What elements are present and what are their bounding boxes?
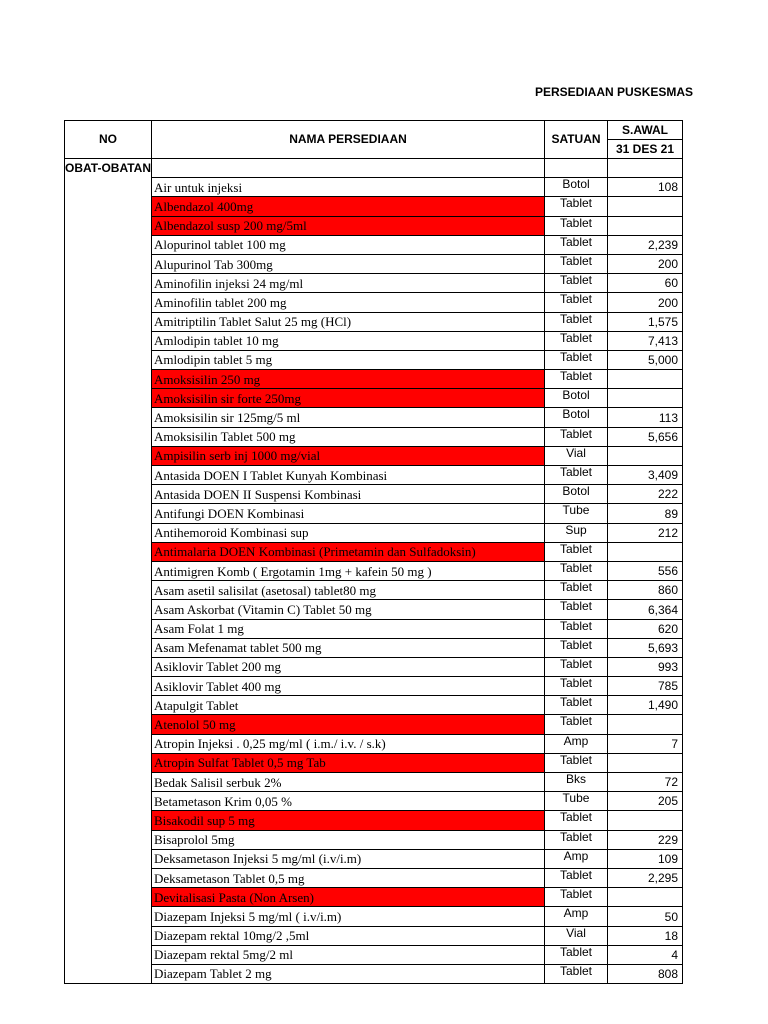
item-name-cell: Asam Askorbat (Vitamin C) Tablet 50 mg	[152, 600, 545, 619]
item-name-cell: Devitalisasi Pasta (Non Arsen)	[152, 888, 545, 907]
item-name-cell: Antimigren Komb ( Ergotamin 1mg + kafein 50 mg )	[152, 561, 545, 580]
row-no-cell	[65, 773, 152, 792]
row-no-cell	[65, 178, 152, 197]
table-row	[65, 657, 683, 676]
section-row	[65, 159, 683, 178]
row-no-cell	[65, 312, 152, 331]
table-row	[65, 331, 683, 350]
row-no-cell	[65, 427, 152, 446]
item-unit-cell: Tablet	[545, 312, 608, 331]
item-unit-cell: Tube	[545, 504, 608, 523]
item-unit-cell: Amp	[545, 907, 608, 926]
inventory-table	[64, 120, 683, 984]
item-unit-cell: Tablet	[545, 561, 608, 580]
item-qty-cell: 60	[608, 274, 683, 293]
item-unit-cell: Tablet	[545, 581, 608, 600]
row-no-cell	[65, 811, 152, 830]
item-qty-cell: 50	[608, 907, 683, 926]
item-unit-cell: Tablet	[545, 542, 608, 561]
row-no-cell	[65, 600, 152, 619]
row-no-cell	[65, 216, 152, 235]
section-spacer-satuan	[545, 159, 608, 178]
row-no-cell	[65, 581, 152, 600]
sheet-title: PERSEDIAAN PUSKESMAS	[535, 85, 694, 99]
table-row	[65, 773, 683, 792]
item-name-cell: Antasida DOEN I Tablet Kunyah Kombinasi	[152, 466, 545, 485]
item-unit-cell: Tablet	[545, 350, 608, 369]
item-qty-cell: 229	[608, 830, 683, 849]
row-no-cell	[65, 485, 152, 504]
table-row	[65, 370, 683, 389]
table-row	[65, 926, 683, 945]
header-saldo-awal: S.AWAL	[608, 121, 683, 140]
item-qty-cell: 5,656	[608, 427, 683, 446]
item-name-cell: Albendazol susp 200 mg/5ml	[152, 216, 545, 235]
row-no-cell	[65, 657, 152, 676]
item-qty-cell	[608, 389, 683, 408]
item-qty-cell: 6,364	[608, 600, 683, 619]
header-row-1	[65, 121, 683, 140]
item-name-cell: Amoksisilin sir forte 250mg	[152, 389, 545, 408]
row-no-cell	[65, 350, 152, 369]
row-no-cell	[65, 466, 152, 485]
item-qty-cell	[608, 197, 683, 216]
item-unit-cell: Botol	[545, 408, 608, 427]
item-unit-cell: Tube	[545, 792, 608, 811]
item-name-cell: Atenolol 50 mg	[152, 715, 545, 734]
table-row	[65, 638, 683, 657]
item-qty-cell	[608, 811, 683, 830]
item-unit-cell: Vial	[545, 446, 608, 465]
item-qty-cell: 108	[608, 178, 683, 197]
row-no-cell	[65, 677, 152, 696]
table-row	[65, 178, 683, 197]
table-row	[65, 312, 683, 331]
item-unit-cell: Tablet	[545, 331, 608, 350]
item-name-cell: Amoksisilin sir 125mg/5 ml	[152, 408, 545, 427]
item-qty-cell: 3,409	[608, 466, 683, 485]
item-unit-cell: Tablet	[545, 638, 608, 657]
item-unit-cell: Tablet	[545, 254, 608, 273]
item-unit-cell: Tablet	[545, 945, 608, 964]
table-row	[65, 964, 683, 983]
item-qty-cell: 113	[608, 408, 683, 427]
item-name-cell: Deksametason Tablet 0,5 mg	[152, 868, 545, 887]
item-qty-cell: 18	[608, 926, 683, 945]
table-row	[65, 811, 683, 830]
header-no: NO	[65, 121, 152, 159]
item-name-cell: Atropin Injeksi . 0,25 mg/ml ( i.m./ i.v. / s.k)	[152, 734, 545, 753]
item-qty-cell	[608, 715, 683, 734]
row-no-cell	[65, 964, 152, 983]
row-no-cell	[65, 945, 152, 964]
item-qty-cell: 222	[608, 485, 683, 504]
item-qty-cell: 72	[608, 773, 683, 792]
table-row	[65, 830, 683, 849]
item-name-cell: Diazepam Tablet 2 mg	[152, 964, 545, 983]
table-row	[65, 907, 683, 926]
item-unit-cell: Botol	[545, 389, 608, 408]
row-no-cell	[65, 849, 152, 868]
item-unit-cell: Tablet	[545, 964, 608, 983]
section-spacer-qty	[608, 159, 683, 178]
row-no-cell	[65, 753, 152, 772]
row-no-cell	[65, 792, 152, 811]
row-no-cell	[65, 619, 152, 638]
item-qty-cell: 556	[608, 561, 683, 580]
item-name-cell: Aminofilin injeksi 24 mg/ml	[152, 274, 545, 293]
header-satuan: SATUAN	[545, 121, 608, 159]
item-qty-cell: 89	[608, 504, 683, 523]
row-no-cell	[65, 715, 152, 734]
item-name-cell: Amitriptilin Tablet Salut 25 mg (HCl)	[152, 312, 545, 331]
item-qty-cell	[608, 370, 683, 389]
table-row	[65, 619, 683, 638]
item-unit-cell: Tablet	[545, 293, 608, 312]
item-name-cell: Asiklovir Tablet 200 mg	[152, 657, 545, 676]
item-qty-cell: 5,693	[608, 638, 683, 657]
row-no-cell	[65, 696, 152, 715]
item-qty-cell: 808	[608, 964, 683, 983]
table-row	[65, 542, 683, 561]
row-no-cell	[65, 542, 152, 561]
header-nama: NAMA PERSEDIAAN	[152, 121, 545, 159]
item-qty-cell: 620	[608, 619, 683, 638]
item-name-cell: Air untuk injeksi	[152, 178, 545, 197]
item-name-cell: Asiklovir Tablet 400 mg	[152, 677, 545, 696]
section-spacer	[152, 159, 545, 178]
table-row	[65, 485, 683, 504]
item-name-cell: Atapulgit Tablet	[152, 696, 545, 715]
item-qty-cell: 5,000	[608, 350, 683, 369]
item-qty-cell: 4	[608, 945, 683, 964]
row-no-cell	[65, 446, 152, 465]
row-no-cell	[65, 734, 152, 753]
item-qty-cell	[608, 753, 683, 772]
table-row	[65, 792, 683, 811]
table-row	[65, 945, 683, 964]
item-name-cell: Albendazol 400mg	[152, 197, 545, 216]
table-row	[65, 235, 683, 254]
item-unit-cell: Amp	[545, 849, 608, 868]
table-row	[65, 389, 683, 408]
row-no-cell	[65, 197, 152, 216]
item-unit-cell: Bks	[545, 773, 608, 792]
item-name-cell: Diazepam rektal 5mg/2 ml	[152, 945, 545, 964]
table-row	[65, 427, 683, 446]
item-name-cell: Diazepam Injeksi 5 mg/ml ( i.v/i.m)	[152, 907, 545, 926]
row-no-cell	[65, 274, 152, 293]
item-name-cell: Antimalaria DOEN Kombinasi (Primetamin dan Sulfadoksin)	[152, 542, 545, 561]
item-unit-cell: Amp	[545, 734, 608, 753]
row-no-cell	[65, 504, 152, 523]
item-qty-cell: 200	[608, 293, 683, 312]
item-qty-cell: 7	[608, 734, 683, 753]
table-row	[65, 677, 683, 696]
item-name-cell: Asam Mefenamat tablet 500 mg	[152, 638, 545, 657]
item-name-cell: Alopurinol tablet 100 mg	[152, 235, 545, 254]
item-unit-cell: Tablet	[545, 427, 608, 446]
item-name-cell: Aminofilin tablet 200 mg	[152, 293, 545, 312]
table-row	[65, 600, 683, 619]
table-row	[65, 715, 683, 734]
row-no-cell	[65, 235, 152, 254]
table-row	[65, 216, 683, 235]
table-row	[65, 350, 683, 369]
item-unit-cell: Tablet	[545, 753, 608, 772]
table-row	[65, 849, 683, 868]
row-no-cell	[65, 408, 152, 427]
item-qty-cell	[608, 542, 683, 561]
item-unit-cell: Vial	[545, 926, 608, 945]
item-unit-cell: Botol	[545, 485, 608, 504]
item-qty-cell: 200	[608, 254, 683, 273]
item-qty-cell: 1,490	[608, 696, 683, 715]
item-name-cell: Betametason Krim 0,05 %	[152, 792, 545, 811]
item-name-cell: Deksametason Injeksi 5 mg/ml (i.v/i.m)	[152, 849, 545, 868]
row-no-cell	[65, 888, 152, 907]
row-no-cell	[65, 907, 152, 926]
row-no-cell	[65, 868, 152, 887]
item-unit-cell: Tablet	[545, 274, 608, 293]
row-no-cell	[65, 293, 152, 312]
table-row	[65, 274, 683, 293]
item-name-cell: Amoksisilin Tablet 500 mg	[152, 427, 545, 446]
table-row	[65, 734, 683, 753]
item-qty-cell: 1,575	[608, 312, 683, 331]
item-name-cell: Alupurinol Tab 300mg	[152, 254, 545, 273]
item-unit-cell: Tablet	[545, 619, 608, 638]
item-unit-cell: Tablet	[545, 216, 608, 235]
item-unit-cell: Tablet	[545, 600, 608, 619]
row-no-cell	[65, 331, 152, 350]
item-name-cell: Amoksisilin 250 mg	[152, 370, 545, 389]
table-row	[65, 888, 683, 907]
item-name-cell: Bedak Salisil serbuk 2%	[152, 773, 545, 792]
item-unit-cell: Tablet	[545, 197, 608, 216]
table-row	[65, 197, 683, 216]
row-no-cell	[65, 638, 152, 657]
row-no-cell	[65, 254, 152, 273]
item-name-cell: Amlodipin tablet 5 mg	[152, 350, 545, 369]
row-no-cell	[65, 830, 152, 849]
item-name-cell: Diazepam rektal 10mg/2 ,5ml	[152, 926, 545, 945]
item-unit-cell: Tablet	[545, 715, 608, 734]
table-row	[65, 293, 683, 312]
item-qty-cell: 2,239	[608, 235, 683, 254]
table-row	[65, 408, 683, 427]
item-unit-cell: Botol	[545, 178, 608, 197]
item-name-cell: Bisakodil sup 5 mg	[152, 811, 545, 830]
row-no-cell	[65, 370, 152, 389]
row-no-cell	[65, 389, 152, 408]
table-row	[65, 753, 683, 772]
item-unit-cell: Tablet	[545, 696, 608, 715]
item-name-cell: Atropin Sulfat Tablet 0,5 mg Tab	[152, 753, 545, 772]
item-name-cell: Asam Folat 1 mg	[152, 619, 545, 638]
item-qty-cell: 785	[608, 677, 683, 696]
row-no-cell	[65, 926, 152, 945]
inventory-rows	[65, 159, 683, 984]
item-qty-cell: 109	[608, 849, 683, 868]
item-unit-cell: Tablet	[545, 811, 608, 830]
item-qty-cell: 212	[608, 523, 683, 542]
item-name-cell: Antasida DOEN II Suspensi Kombinasi	[152, 485, 545, 504]
item-unit-cell: Tablet	[545, 888, 608, 907]
table-row	[65, 523, 683, 542]
item-unit-cell: Sup	[545, 523, 608, 542]
item-qty-cell: 993	[608, 657, 683, 676]
item-qty-cell	[608, 888, 683, 907]
row-no-cell	[65, 561, 152, 580]
table-row	[65, 466, 683, 485]
item-unit-cell: Tablet	[545, 370, 608, 389]
table-row	[65, 254, 683, 273]
item-unit-cell: Tablet	[545, 868, 608, 887]
item-unit-cell: Tablet	[545, 466, 608, 485]
item-name-cell: Antihemoroid Kombinasi sup	[152, 523, 545, 542]
item-qty-cell: 860	[608, 581, 683, 600]
item-unit-cell: Tablet	[545, 235, 608, 254]
item-unit-cell: Tablet	[545, 657, 608, 676]
item-name-cell: Bisaprolol 5mg	[152, 830, 545, 849]
item-unit-cell: Tablet	[545, 830, 608, 849]
table-row	[65, 446, 683, 465]
table-row	[65, 581, 683, 600]
table-row	[65, 868, 683, 887]
item-name-cell: Amlodipin tablet 10 mg	[152, 331, 545, 350]
section-label: OBAT-OBATAN	[65, 159, 152, 178]
item-qty-cell	[608, 216, 683, 235]
item-unit-cell: Tablet	[545, 677, 608, 696]
table-row	[65, 504, 683, 523]
table-row	[65, 696, 683, 715]
item-qty-cell: 7,413	[608, 331, 683, 350]
table-row	[65, 561, 683, 580]
item-qty-cell: 205	[608, 792, 683, 811]
item-name-cell: Ampisilin serb inj 1000 mg/vial	[152, 446, 545, 465]
item-name-cell: Antifungi DOEN Kombinasi	[152, 504, 545, 523]
item-qty-cell: 2,295	[608, 868, 683, 887]
item-name-cell: Asam asetil salisilat (asetosal) tablet80 mg	[152, 581, 545, 600]
item-qty-cell	[608, 446, 683, 465]
row-no-cell	[65, 523, 152, 542]
header-tanggal: 31 DES 21	[608, 140, 683, 159]
